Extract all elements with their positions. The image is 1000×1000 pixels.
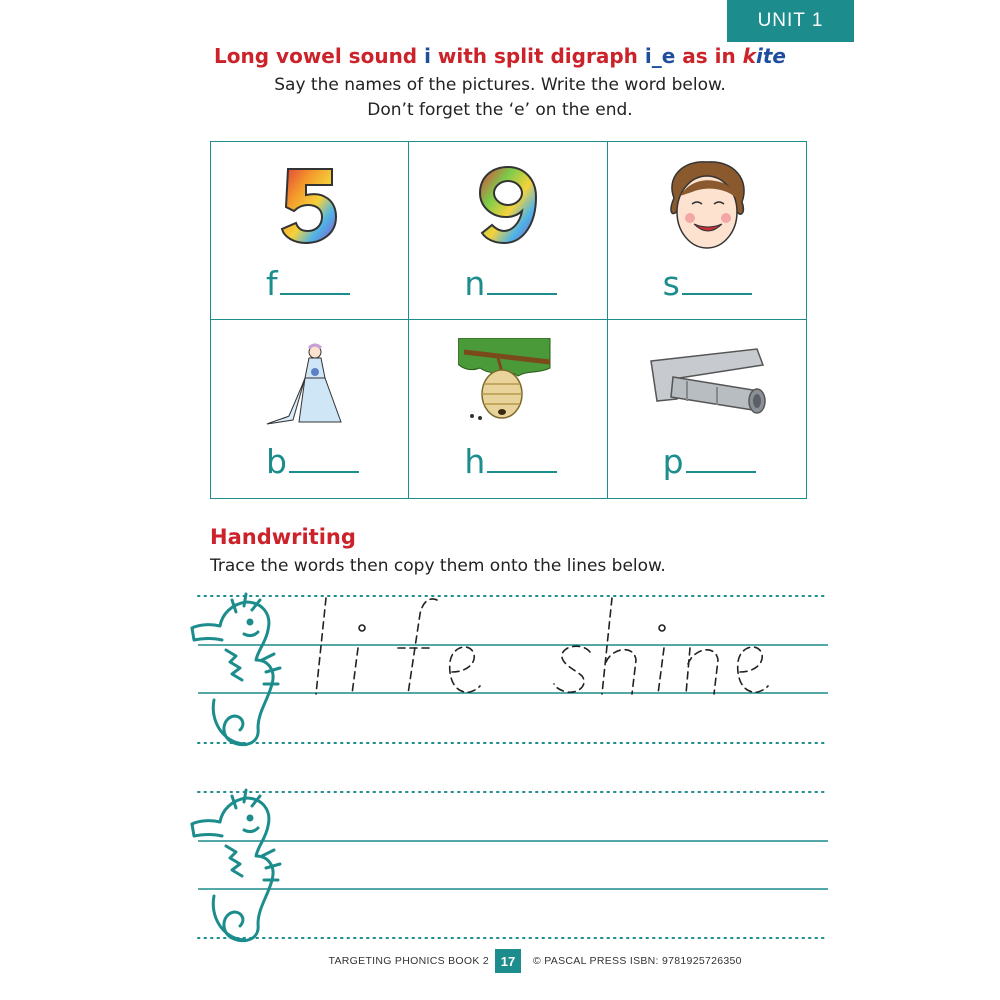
write-line (487, 467, 557, 473)
title-example-ite: ite (755, 44, 786, 68)
smile-face-icon (608, 150, 806, 260)
unit-tab: UNIT 1 (727, 0, 854, 42)
page-footer (0, 949, 1000, 973)
handwriting-title: Handwriting (210, 525, 356, 549)
word-cell-nine (409, 142, 607, 320)
footer-book-title: TARGETING PHONICS BOOK 2 (328, 955, 489, 967)
guide-lines-row-1 (198, 596, 828, 743)
word-letter: h (464, 442, 486, 481)
number-nine-icon (409, 150, 606, 260)
pipe-icon (608, 328, 806, 438)
word-cell-pipe (608, 320, 806, 498)
picture-word-grid (210, 141, 807, 499)
word-letter: f (266, 264, 278, 303)
handwriting-instruction: Trace the words then copy them onto the lines below. (210, 556, 666, 576)
hive-icon (409, 328, 606, 438)
word-letter: n (464, 264, 486, 303)
page-title (0, 44, 1000, 68)
word-blank[interactable] (464, 442, 557, 481)
word-cell-five (211, 142, 409, 320)
title-part2: with split digraph (430, 44, 645, 68)
word-cell-bride (211, 320, 409, 498)
title-example-k: k (742, 44, 756, 68)
word-cell-hive (409, 320, 607, 498)
title-part1: Long vowel sound (214, 44, 425, 68)
seahorse-icon (192, 594, 280, 745)
instruction-line-1: Say the names of the pictures. Write the word below. (274, 75, 726, 95)
title-part3: as in (675, 44, 743, 68)
word-blank[interactable] (266, 264, 350, 303)
write-line (289, 467, 359, 473)
trace-word-life[interactable] (316, 598, 480, 694)
word-cell-smile (608, 142, 806, 320)
write-line (280, 289, 350, 295)
seahorse-icon (192, 790, 280, 941)
title-digraph: i_e (644, 44, 676, 68)
word-letter: p (662, 442, 684, 481)
word-letter: s (662, 264, 680, 303)
title-vowel: i (424, 44, 431, 68)
guide-lines-row-2 (198, 792, 828, 938)
write-line (686, 467, 756, 473)
write-line (682, 289, 752, 295)
word-blank[interactable] (663, 264, 752, 303)
word-blank[interactable] (464, 264, 557, 303)
footer-publisher: © PASCAL PRESS ISBN: 9781925726350 (533, 955, 742, 967)
word-blank[interactable] (266, 442, 359, 481)
trace-word-shine[interactable] (554, 598, 768, 694)
number-five-icon (211, 150, 408, 260)
word-letter: b (266, 442, 287, 481)
write-line (487, 289, 557, 295)
page-number: 17 (495, 949, 521, 973)
word-blank[interactable] (663, 442, 756, 481)
bride-icon (211, 328, 408, 438)
instruction-line-2: Don’t forget the ‘e’ on the end. (367, 100, 633, 120)
